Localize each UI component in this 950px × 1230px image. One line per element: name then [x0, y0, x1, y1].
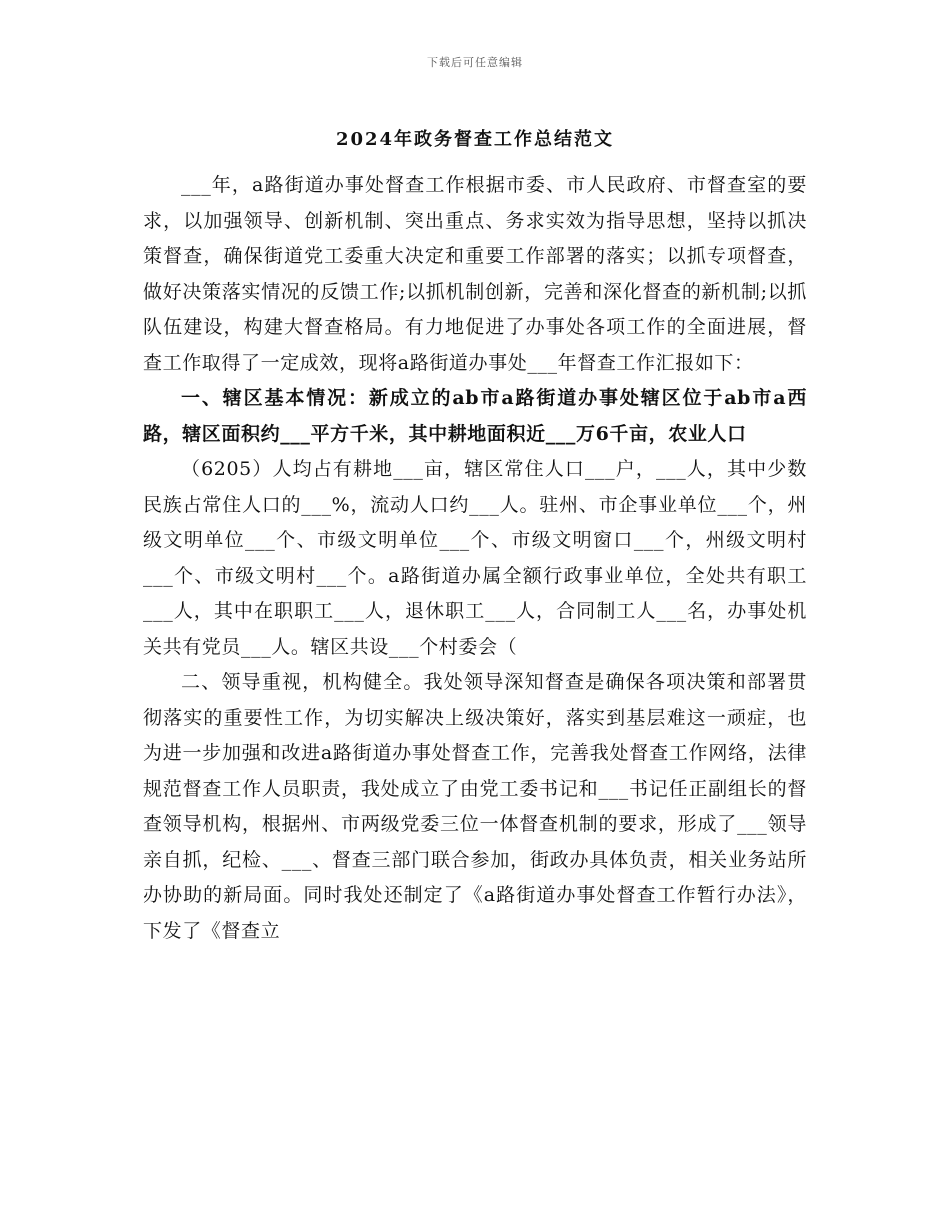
paragraph-intro: ___年，a路街道办事处督查工作根据市委、市人民政府、市督查室的要求，以加强领导、创新机制、突出重点、务求实效为指导思想，坚持以抓决策督查，确保街道党工委重大决定和重要工作部署的落实；以抓专项督查，做好决策落实情况的反馈工作;以抓机制创新，完善和深化督查的新机制;以抓队伍建设，构建大督查格局。有力地促进了办事处各项工作的全面进展，督查工作取得了一定成效，现将a路街道办事处___年督查工作汇报如下： [143, 174, 807, 374]
paragraph-section-1-body: （6205）人均占有耕地___亩，辖区常住人口___户，___人，其中少数民族占常住人口的___%，流动人口约___人。驻州、市企事业单位___个，州级文明单位___个、市级文明单位___个、市级文明窗口___个，州级文明村___个、市级文明村___个。a路街道办属全额行政事业单位，全处共有职工___人，其中在职职工___人，退休职工___人，合同制工人___名，办事处机关共有党员___人。辖区共设___个村委会（ [143, 458, 807, 658]
paragraph-section-2: 二、领导重视，机构健全。我处领导深知督查是确保各项决策和部署贯彻落实的重要性工作，为切实解决上级决策好，落实到基层难这一顽症，也为进一步加强和改进a路街道办事处督查工作，完善我处督查工作网络，法律规范督查工作人员职责，我处成立了由党工委书记和___书记任正副组长的督查领导机构，根据州、市两级党委三位一体督查机制的要求，形成了___领导亲自抓，纪检、___、督查三部门联合参加，街政办具体负责，相关业务站所办协助的新局面。同时我处还制定了《a路街道办事处督查工作暂行办法》，下发了《督查立 [143, 671, 807, 942]
document-body [143, 168, 807, 949]
page-header-note: 下载后可任意编辑 [427, 56, 523, 69]
document-title: 2024年政务督查工作总结范文 [335, 129, 615, 150]
paragraph-section-1-heading: 一、辖区基本情况：新成立的ab市a路街道办事处辖区位于ab市a西路，辖区面积约___平方千米，其中耕地面积近___万6千亩，农业人口 [143, 387, 807, 445]
